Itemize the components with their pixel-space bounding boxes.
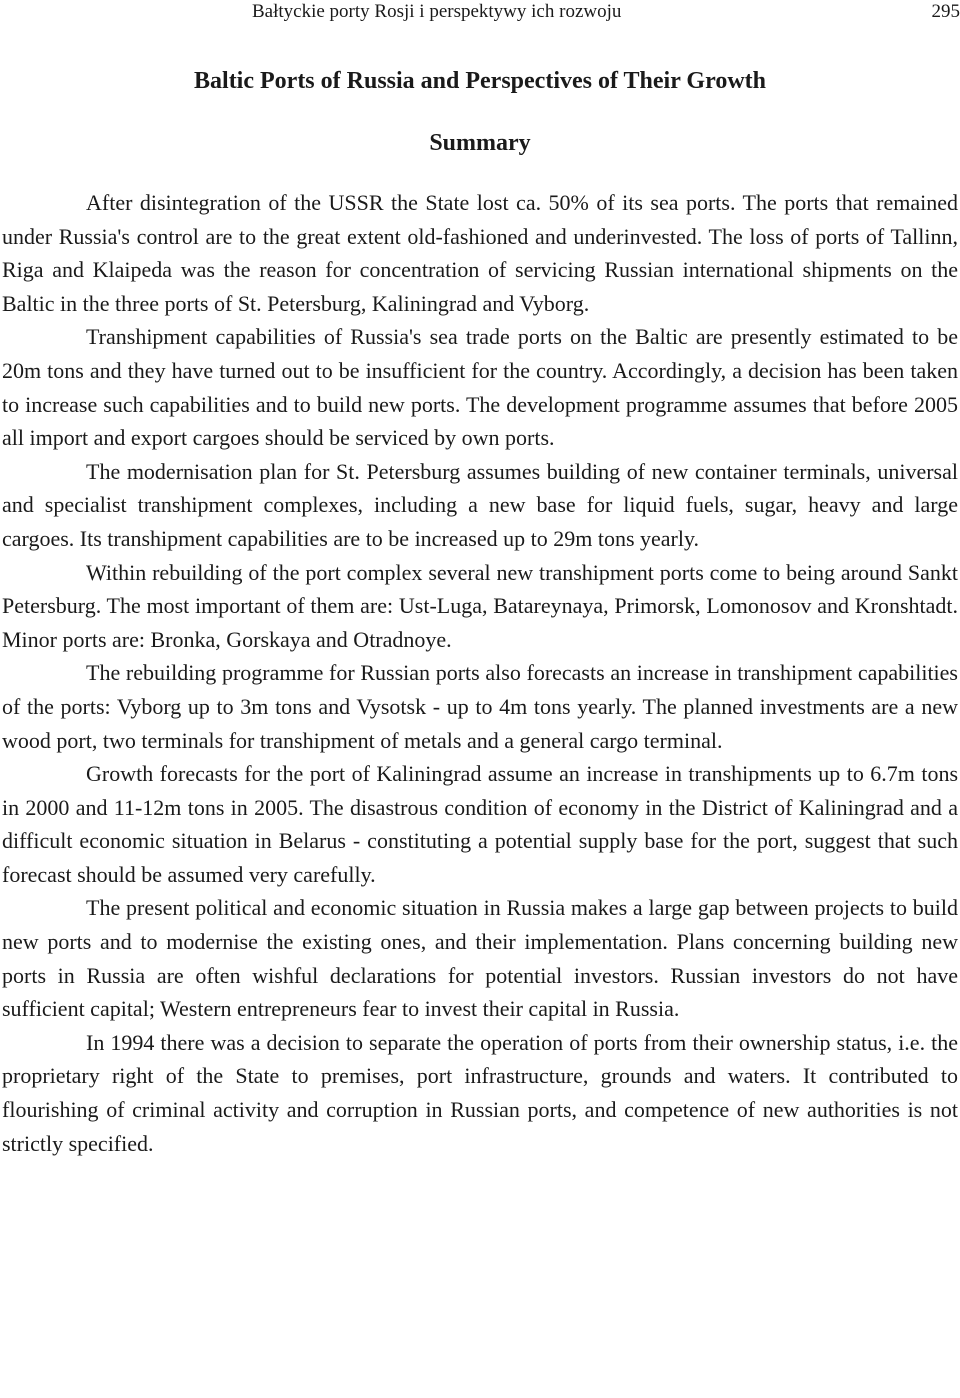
paragraph: After disintegration of the USSR the State lost ca. 50% of its sea ports. The ports that remained under Russia's control are to the great extent old-fashioned and underinvested. The loss of ports of Tallinn, Riga and Klaipeda was the reason for concentration of servicing Russian international shipments on the Baltic in the three ports of St. Petersburg, Kaliningrad and Vyborg. bbox=[2, 190, 958, 316]
page-number: 295 bbox=[931, 1, 960, 22]
running-title: Bałtyckie porty Rosji i perspektywy ich rozwoju bbox=[252, 1, 622, 22]
paragraph: In 1994 there was a decision to separate the operation of ports from their ownership status, i.e. the proprietary right of the State to premises, port infrastructure, grounds and waters. It contributed to flourishing of criminal activity and corruption in Russian ports, and competence of new authorities is not strictly specified. bbox=[2, 1029, 958, 1156]
paragraph: Growth forecasts for the port of Kaliningrad assume an increase in transhipments up to 6.7m tons in 2000 and 11-12m tons in 2005. The disastrous condition of economy in the District of Kaliningrad and a difficult economic situation in Belarus - constituting a potential supply base for the port, suggest that such forecast should be assumed very carefully. bbox=[2, 761, 958, 887]
summary-body bbox=[2, 186, 958, 1160]
running-header bbox=[0, 0, 960, 28]
paragraph: Within rebuilding of the port complex several new transhipment ports come to being around Sankt Petersburg. The most important of them are: Ust-Luga, Batareynaya, Primorsk, Lomonosov and Kronshtadt. Minor ports are: Bronka, Gorskaya and Otradnoye. bbox=[2, 559, 958, 652]
paragraph: Transhipment capabilities of Russia's sea trade ports on the Baltic are presently estimated to be 20m tons and they have turned out to be insufficient for the country. Accordingly, a decision has been taken to increase such capabilities and to build new ports. The development programme assumes that before 2005 all import and export cargoes should be serviced by own ports. bbox=[2, 324, 958, 451]
paragraph: The rebuilding programme for Russian ports also forecasts an increase in transhipment capabilities of the ports: Vyborg up to 3m tons and Vysotsk - up to 4m tons yearly. The planned investments are a new wood port, two terminals for transhipment of metals and a general cargo terminal. bbox=[2, 660, 958, 753]
article-title: Baltic Ports of Russia and Perspectives of Their Growth bbox=[194, 68, 766, 94]
section-heading: Summary bbox=[429, 130, 531, 156]
paragraph: The present political and economic situation in Russia makes a large gap between projects to build new ports and to modernise the existing ones, and their implementation. Plans concerning building new ports in Russia are often wishful declarations for potential investors. Russian investors do not have sufficient capital; Western entrepreneurs fear to invest their capital in Russia. bbox=[2, 895, 958, 1022]
paragraph: The modernisation plan for St. Petersburg assumes building of new container terminals, universal and specialist transhipment complexes, including a new base for liquid fuels, sugar, heavy and large cargoes. Its transhipment capabilities are to be increased up to 29m tons yearly. bbox=[2, 458, 958, 551]
